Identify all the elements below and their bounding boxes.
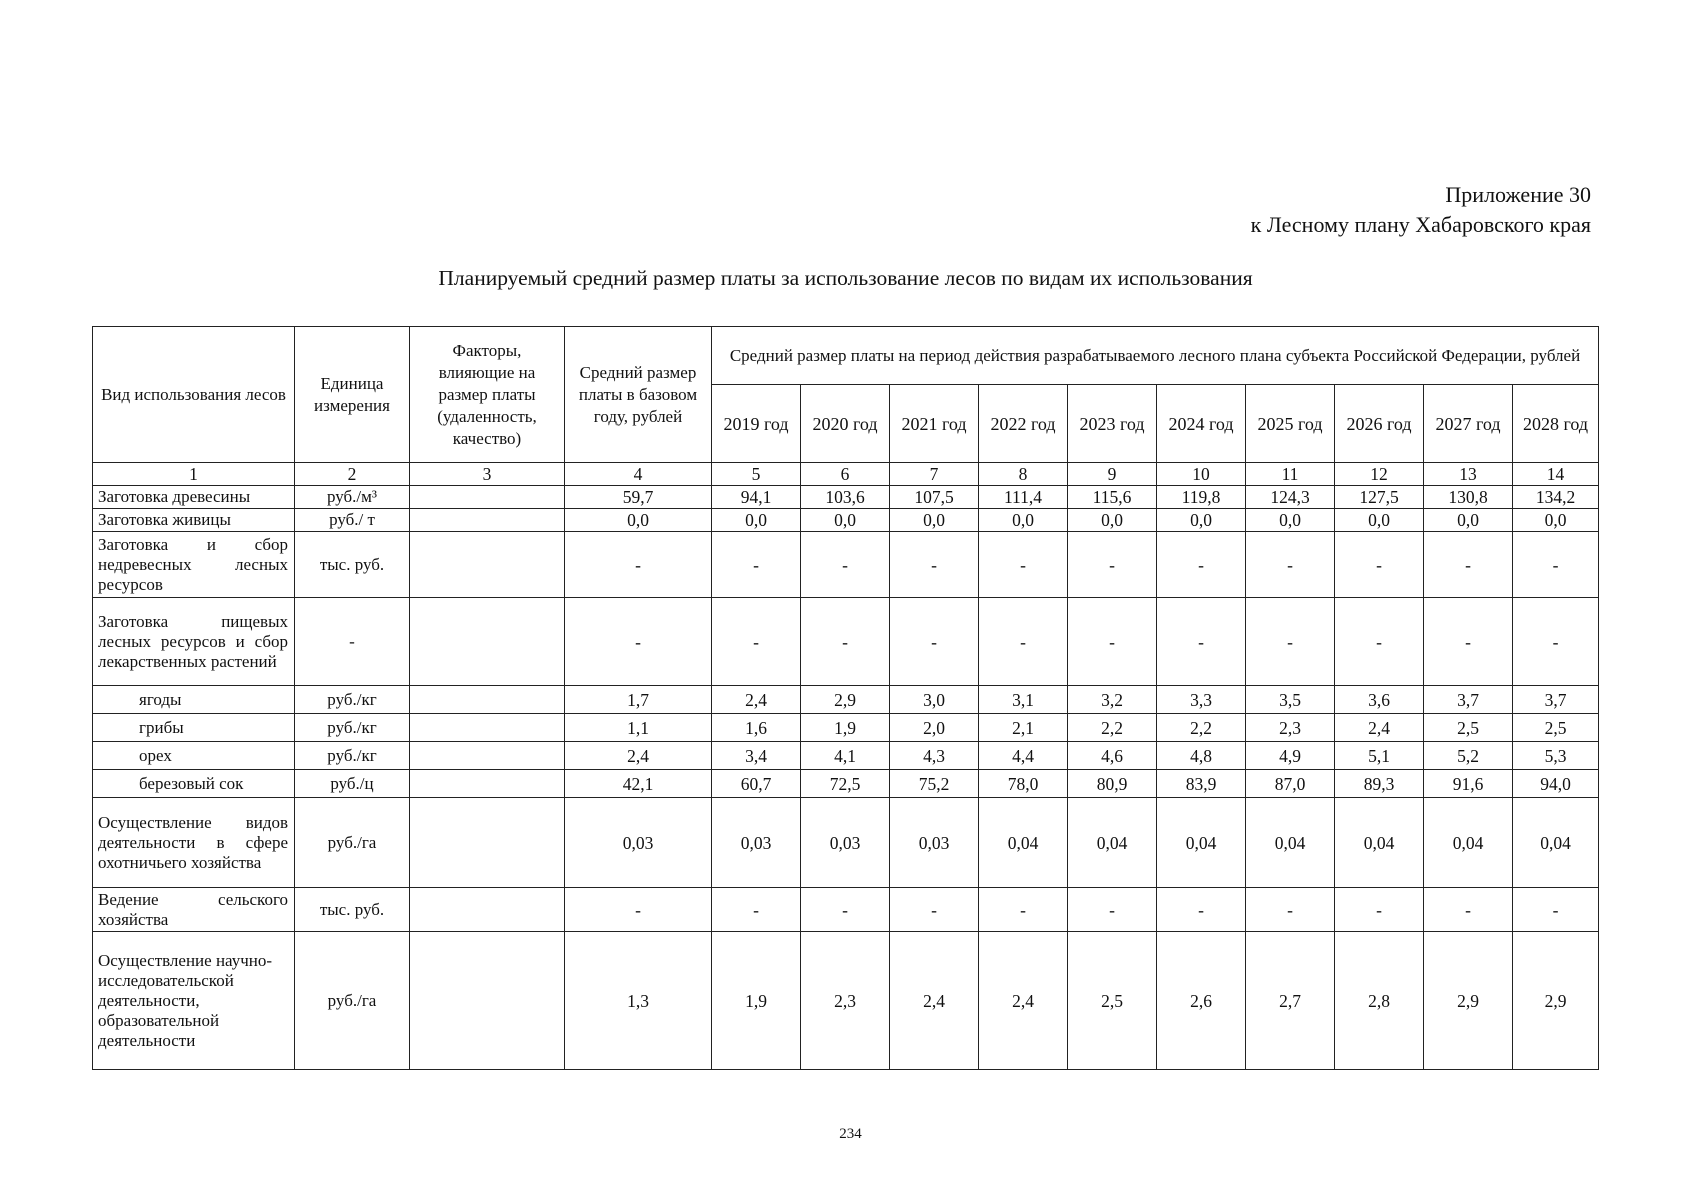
payment-table xyxy=(92,326,1599,1070)
row-factors xyxy=(410,509,565,532)
row-unit: руб./кг xyxy=(295,742,410,770)
row-base-value: - xyxy=(565,888,712,932)
row-year-value: - xyxy=(1335,888,1424,932)
row-year-value: 94,1 xyxy=(712,486,801,509)
appendix-line-1: Приложение 30 xyxy=(1445,182,1591,207)
row-year-value: 0,0 xyxy=(1513,509,1599,532)
row-year-value: 0,04 xyxy=(1157,798,1246,888)
column-number: 13 xyxy=(1424,463,1513,486)
row-year-value: 2,5 xyxy=(1424,714,1513,742)
row-year-value: - xyxy=(712,598,801,686)
row-year-value: 3,2 xyxy=(1068,686,1157,714)
row-year-value: 2,4 xyxy=(1335,714,1424,742)
row-usage-type: Заготовка живицы xyxy=(93,509,295,532)
row-year-value: - xyxy=(979,888,1068,932)
row-year-value: 5,1 xyxy=(1335,742,1424,770)
row-year-value: 124,3 xyxy=(1246,486,1335,509)
table-row xyxy=(93,686,1599,714)
row-year-value: - xyxy=(1335,598,1424,686)
row-factors xyxy=(410,714,565,742)
row-factors xyxy=(410,486,565,509)
row-year-value: 0,0 xyxy=(712,509,801,532)
row-year-value: 83,9 xyxy=(1157,770,1246,798)
row-year-value: 72,5 xyxy=(801,770,890,798)
row-year-value: 2,4 xyxy=(979,932,1068,1070)
row-year-value: 2,9 xyxy=(1424,932,1513,1070)
row-unit: руб./ т xyxy=(295,509,410,532)
column-number: 4 xyxy=(565,463,712,486)
row-unit: руб./га xyxy=(295,798,410,888)
row-year-value: 2,4 xyxy=(890,932,979,1070)
row-usage-type: грибы xyxy=(93,714,295,742)
table-row xyxy=(93,770,1599,798)
row-year-value: 119,8 xyxy=(1157,486,1246,509)
row-year-value: 87,0 xyxy=(1246,770,1335,798)
row-year-value: 89,3 xyxy=(1335,770,1424,798)
row-year-value: 2,6 xyxy=(1157,932,1246,1070)
row-year-value: 4,4 xyxy=(979,742,1068,770)
row-year-value: 78,0 xyxy=(979,770,1068,798)
document-title-text: Планируемый средний размер платы за использование лесов по видам их использования xyxy=(438,266,1253,290)
row-year-value: 1,6 xyxy=(712,714,801,742)
row-year-value: 0,03 xyxy=(801,798,890,888)
row-year-value: - xyxy=(1157,888,1246,932)
row-factors xyxy=(410,686,565,714)
row-year-value: 0,04 xyxy=(1335,798,1424,888)
row-year-value: 3,0 xyxy=(890,686,979,714)
row-year-value: - xyxy=(1246,598,1335,686)
row-year-value: 0,0 xyxy=(1157,509,1246,532)
row-year-value: 0,03 xyxy=(890,798,979,888)
table-row xyxy=(93,932,1599,1070)
row-usage-type: Осуществление научно-исследовательской деятельности, образовательной деятельности xyxy=(93,932,295,1070)
row-usage-type: орех xyxy=(93,742,295,770)
column-number: 2 xyxy=(295,463,410,486)
row-year-value: 2,9 xyxy=(1513,932,1599,1070)
row-factors xyxy=(410,932,565,1070)
row-factors xyxy=(410,888,565,932)
column-number: 10 xyxy=(1157,463,1246,486)
row-year-value: - xyxy=(1513,888,1599,932)
table-row xyxy=(93,486,1599,509)
row-base-value: 1,3 xyxy=(565,932,712,1070)
row-year-value: - xyxy=(801,888,890,932)
table-row xyxy=(93,798,1599,888)
row-year-value: 0,0 xyxy=(1335,509,1424,532)
row-year-value: - xyxy=(1335,532,1424,598)
row-year-value: 0,0 xyxy=(890,509,979,532)
row-unit: - xyxy=(295,598,410,686)
row-year-value: 0,03 xyxy=(712,798,801,888)
row-year-value: - xyxy=(1424,888,1513,932)
header-year: 2020 год xyxy=(801,385,890,463)
row-year-value: 1,9 xyxy=(801,714,890,742)
row-year-value: 3,6 xyxy=(1335,686,1424,714)
row-unit: руб./м³ xyxy=(295,486,410,509)
row-year-value: 4,1 xyxy=(801,742,890,770)
row-year-value: 0,04 xyxy=(979,798,1068,888)
row-year-value: 134,2 xyxy=(1513,486,1599,509)
row-year-value: 0,0 xyxy=(979,509,1068,532)
row-year-value: 91,6 xyxy=(1424,770,1513,798)
appendix-line-2: к Лесному плану Хабаровского края xyxy=(1250,212,1591,237)
row-year-value: 94,0 xyxy=(1513,770,1599,798)
table-row xyxy=(93,532,1599,598)
row-year-value: 107,5 xyxy=(890,486,979,509)
column-number: 9 xyxy=(1068,463,1157,486)
row-year-value: - xyxy=(1068,532,1157,598)
header-year: 2022 год xyxy=(979,385,1068,463)
row-year-value: 0,04 xyxy=(1068,798,1157,888)
table-row xyxy=(93,598,1599,686)
row-year-value: 4,8 xyxy=(1157,742,1246,770)
row-year-value: 115,6 xyxy=(1068,486,1157,509)
row-year-value: 2,2 xyxy=(1157,714,1246,742)
row-year-value: 3,4 xyxy=(712,742,801,770)
column-number: 5 xyxy=(712,463,801,486)
row-base-value: 2,4 xyxy=(565,742,712,770)
row-usage-type: Ведение сельского хозяйства xyxy=(93,888,295,932)
row-unit: тыс. руб. xyxy=(295,888,410,932)
row-base-value: - xyxy=(565,598,712,686)
row-factors xyxy=(410,742,565,770)
row-year-value: - xyxy=(712,888,801,932)
column-number: 11 xyxy=(1246,463,1335,486)
row-year-value: - xyxy=(1068,888,1157,932)
row-year-value: 0,0 xyxy=(1068,509,1157,532)
row-year-value: 4,9 xyxy=(1246,742,1335,770)
row-year-value: 2,4 xyxy=(712,686,801,714)
row-year-value: 0,04 xyxy=(1246,798,1335,888)
header-year: 2024 год xyxy=(1157,385,1246,463)
table-row xyxy=(93,742,1599,770)
row-year-value: - xyxy=(801,598,890,686)
row-year-value: 2,5 xyxy=(1513,714,1599,742)
header-year: 2026 год xyxy=(1335,385,1424,463)
table-row xyxy=(93,888,1599,932)
row-year-value: - xyxy=(979,598,1068,686)
header-usage-type: Вид использования лесов xyxy=(93,327,295,463)
row-year-value: 75,2 xyxy=(890,770,979,798)
row-year-value: - xyxy=(890,532,979,598)
row-year-value: - xyxy=(801,532,890,598)
row-base-value: 59,7 xyxy=(565,486,712,509)
row-year-value: - xyxy=(1424,598,1513,686)
row-year-value: 1,9 xyxy=(712,932,801,1070)
table-row xyxy=(93,509,1599,532)
row-year-value: 2,3 xyxy=(801,932,890,1070)
row-year-value: - xyxy=(1513,532,1599,598)
row-year-value: 0,04 xyxy=(1424,798,1513,888)
column-number: 6 xyxy=(801,463,890,486)
header-year: 2023 год xyxy=(1068,385,1157,463)
row-unit: руб./кг xyxy=(295,714,410,742)
row-year-value: 3,7 xyxy=(1513,686,1599,714)
row-base-value: 0,0 xyxy=(565,509,712,532)
row-factors xyxy=(410,532,565,598)
row-usage-type: ягоды xyxy=(93,686,295,714)
row-year-value: - xyxy=(1424,532,1513,598)
header-factors: Факторы, влияющие на размер платы (удаленность, качество) xyxy=(410,327,565,463)
row-year-value: 5,2 xyxy=(1424,742,1513,770)
row-year-value: 2,2 xyxy=(1068,714,1157,742)
row-base-value: 1,1 xyxy=(565,714,712,742)
row-year-value: - xyxy=(890,598,979,686)
row-base-value: 1,7 xyxy=(565,686,712,714)
header-year: 2025 год xyxy=(1246,385,1335,463)
row-year-value: 4,6 xyxy=(1068,742,1157,770)
row-year-value: - xyxy=(1246,888,1335,932)
row-usage-type: Заготовка пищевых лесных ресурсов и сбор лекарственных растений xyxy=(93,598,295,686)
row-base-value: 0,03 xyxy=(565,798,712,888)
row-year-value: - xyxy=(979,532,1068,598)
row-year-value: 2,7 xyxy=(1246,932,1335,1070)
row-unit: тыс. руб. xyxy=(295,532,410,598)
row-year-value: 0,0 xyxy=(1246,509,1335,532)
row-year-value: 0,04 xyxy=(1513,798,1599,888)
row-year-value: 4,3 xyxy=(890,742,979,770)
row-factors xyxy=(410,770,565,798)
column-number: 12 xyxy=(1335,463,1424,486)
row-year-value: 0,0 xyxy=(1424,509,1513,532)
column-number: 14 xyxy=(1513,463,1599,486)
column-number: 7 xyxy=(890,463,979,486)
row-year-value: 3,5 xyxy=(1246,686,1335,714)
row-unit: руб./кг xyxy=(295,686,410,714)
row-year-value: - xyxy=(1246,532,1335,598)
row-year-value: 127,5 xyxy=(1335,486,1424,509)
header-year: 2027 год xyxy=(1424,385,1513,463)
row-year-value: 103,6 xyxy=(801,486,890,509)
header-period-group: Средний размер платы на период действия разрабатываемого лесного плана субъекта Российской Федерации, рублей xyxy=(712,327,1599,385)
column-number: 8 xyxy=(979,463,1068,486)
row-year-value: - xyxy=(890,888,979,932)
header-base-year: Средний размер платы в базовом году, рублей xyxy=(565,327,712,463)
row-year-value: 3,3 xyxy=(1157,686,1246,714)
row-year-value: 2,3 xyxy=(1246,714,1335,742)
row-year-value: 130,8 xyxy=(1424,486,1513,509)
column-number: 3 xyxy=(410,463,565,486)
row-year-value: 60,7 xyxy=(712,770,801,798)
row-factors xyxy=(410,598,565,686)
row-year-value: 111,4 xyxy=(979,486,1068,509)
row-usage-type: березовый сок xyxy=(93,770,295,798)
row-usage-type: Осуществление видов деятельности в сфере охотничьего хозяйства xyxy=(93,798,295,888)
row-year-value: 5,3 xyxy=(1513,742,1599,770)
row-year-value: 2,1 xyxy=(979,714,1068,742)
header-unit: Единица измерения xyxy=(295,327,410,463)
document-title xyxy=(0,266,1701,291)
column-number: 1 xyxy=(93,463,295,486)
header-year: 2019 год xyxy=(712,385,801,463)
row-year-value: 3,7 xyxy=(1424,686,1513,714)
page-number: 234 xyxy=(839,1126,862,1142)
row-unit: руб./ц xyxy=(295,770,410,798)
row-usage-type: Заготовка и сбор недревесных лесных ресурсов xyxy=(93,532,295,598)
row-year-value: 0,0 xyxy=(801,509,890,532)
row-year-value: 2,0 xyxy=(890,714,979,742)
row-year-value: - xyxy=(712,532,801,598)
row-base-value: 42,1 xyxy=(565,770,712,798)
row-factors xyxy=(410,798,565,888)
row-year-value: - xyxy=(1513,598,1599,686)
header-year: 2028 год xyxy=(1513,385,1599,463)
table-row xyxy=(93,714,1599,742)
row-usage-type: Заготовка древесины xyxy=(93,486,295,509)
row-year-value: 2,8 xyxy=(1335,932,1424,1070)
appendix-note xyxy=(1251,180,1591,240)
row-year-value: 3,1 xyxy=(979,686,1068,714)
row-year-value: 2,5 xyxy=(1068,932,1157,1070)
row-year-value: - xyxy=(1157,532,1246,598)
header-year: 2021 год xyxy=(890,385,979,463)
row-unit: руб./га xyxy=(295,932,410,1070)
row-year-value: - xyxy=(1157,598,1246,686)
row-year-value: - xyxy=(1068,598,1157,686)
row-year-value: 2,9 xyxy=(801,686,890,714)
row-year-value: 80,9 xyxy=(1068,770,1157,798)
row-base-value: - xyxy=(565,532,712,598)
